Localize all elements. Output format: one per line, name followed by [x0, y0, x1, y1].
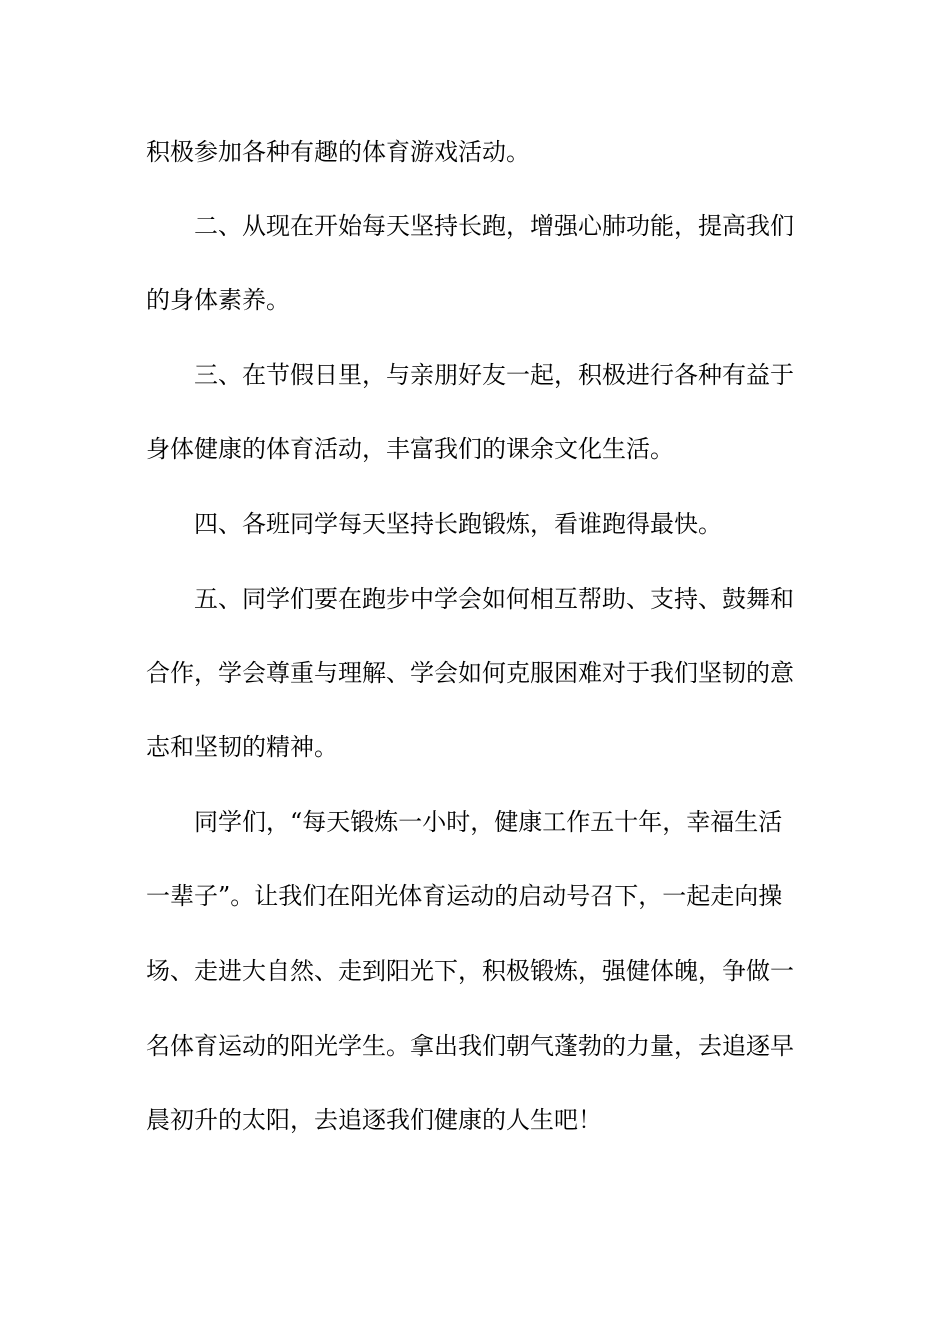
text-line: 同学们，“每天锻炼一小时，健康工作五十年，幸福生活 — [194, 808, 783, 836]
text-line: 积极参加各种有趣的体育游戏活动。 — [146, 138, 530, 166]
text-line: 三、在节假日里，与亲朋好友一起，积极进行各种有益于 — [194, 361, 794, 389]
text-line: 合作，学会尊重与理解、学会如何克服困难对于我们坚韧的意 — [146, 659, 794, 687]
text-line: 的身体素养。 — [146, 286, 290, 314]
text-line: 二、从现在开始每天坚持长跑，增强心肺功能，提高我们 — [194, 212, 794, 240]
text-line: 晨初升的太阳，去追逐我们健康的人生吧！ — [146, 1106, 602, 1134]
text-line: 身体健康的体育活动，丰富我们的课余文化生活。 — [146, 435, 674, 463]
text-line: 五、同学们要在跑步中学会如何相互帮助、支持、鼓舞和 — [194, 585, 794, 613]
text-line: 志和坚韧的精神。 — [146, 733, 338, 761]
text-line: 名体育运动的阳光学生。拿出我们朝气蓬勃的力量，去追逐早 — [146, 1032, 794, 1060]
text-line: 场、走进大自然、走到阳光下，积极锻炼，强健体魄，争做一 — [146, 957, 794, 985]
text-line: 一辈子”。让我们在阳光体育运动的启动号召下，一起走向操 — [146, 882, 783, 910]
text-line: 四、各班同学每天坚持长跑锻炼，看谁跑得最快。 — [194, 510, 722, 538]
